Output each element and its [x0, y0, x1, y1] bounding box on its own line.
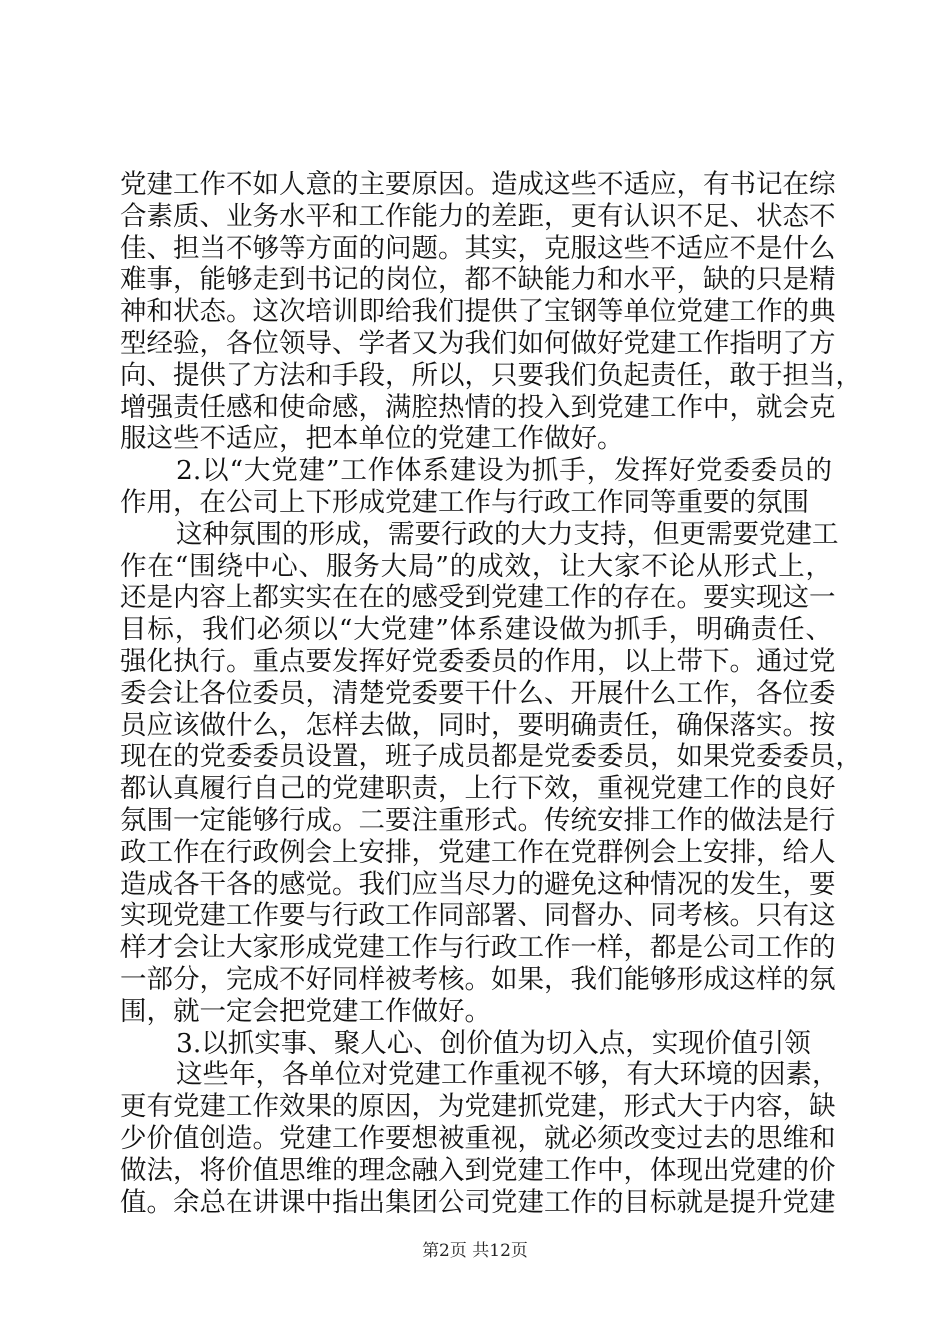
- text-line: 政工作在行政例会上安排，党建工作在党群例会上安排，给人: [120, 837, 836, 868]
- text-line: 氛围一定能够行成。二要注重形式。传统安排工作的做法是行: [120, 805, 836, 836]
- section-heading-2: 2.以“大党建”工作体系建设为抓手，发挥好党委委员的: [176, 455, 832, 486]
- section-heading-3: 3.以抓实事、聚人心、创价值为切入点，实现价值引领: [176, 1028, 811, 1059]
- page-footer: 第2页 共12页: [422, 1241, 528, 1261]
- text-line: 这种氛围的形成，需要行政的大力支持，但更需要党建工: [176, 519, 839, 550]
- text-line: 样才会让大家形成党建工作与行政工作一样，都是公司工作的: [120, 932, 836, 963]
- text-line: 造成各干各的感觉。我们应当尽力的避免这种情况的发生，要: [120, 869, 836, 900]
- text-line: 服这些不适应，把本单位的党建工作做好。: [120, 423, 624, 454]
- text-line: 党建工作不如人意的主要原因。造成这些不适应，有书记在综: [120, 169, 836, 200]
- text-line: 更有党建工作效果的原因，为党建抓党建，形式大于内容，缺: [120, 1091, 836, 1122]
- text-line: 佳、担当不够等方面的问题。其实，克服这些不适应不是什么: [120, 233, 836, 264]
- text-line: 委会让各位委员，清楚党委要干什么、开展什么工作，各位委: [120, 678, 836, 709]
- text-line: 增强责任感和使命感，满腔热情的投入到党建工作中，就会克: [120, 392, 836, 423]
- text-line: 目标，我们必须以“大党建”体系建设做为抓手，明确责任、: [120, 614, 832, 645]
- text-line: 少价值创造。党建工作要想被重视，就必须改变过去的思维和: [120, 1123, 836, 1154]
- text-line: 神和状态。这次培训即给我们提供了宝钢等单位党建工作的典: [120, 296, 836, 327]
- text-line: 做法，将价值思维的理念融入到党建工作中，体现出党建的价: [120, 1155, 836, 1186]
- text-line: 实现党建工作要与行政工作同部署、同督办、同考核。只有这: [120, 900, 836, 931]
- text-line: 向、提供了方法和手段，所以，只要我们负起责任，敢于担当，: [120, 360, 862, 391]
- section-heading-2-cont: 作用，在公司上下形成党建工作与行政工作同等重要的氛围: [120, 487, 809, 518]
- text-line: 现在的党委委员设置，班子成员都是党委委员，如果党委委员，: [120, 741, 862, 772]
- text-line: 围，就一定会把党建工作做好。: [120, 996, 491, 1027]
- text-line: 难事，能够走到书记的岗位，都不缺能力和水平，缺的只是精: [120, 264, 836, 295]
- text-line: 值。余总在讲课中指出集团公司党建工作的目标就是提升党建: [120, 1187, 836, 1218]
- text-line: 强化执行。重点要发挥好党委委员的作用，以上带下。通过党: [120, 646, 836, 677]
- text-line: 这些年，各单位对党建工作重视不够，有大环境的因素，: [176, 1059, 839, 1090]
- text-line: 作在“围绕中心、服务大局”的成效，让大家不论从形式上，: [120, 551, 832, 582]
- text-line: 合素质、业务水平和工作能力的差距，更有认识不足、状态不: [120, 201, 836, 232]
- text-line: 员应该做什么，怎样去做，同时，要明确责任，确保落实。按: [120, 710, 836, 741]
- text-line: 还是内容上都实实在在的感受到党建工作的存在。要实现这一: [120, 582, 836, 613]
- text-line: 型经验，各位领导、学者又为我们如何做好党建工作指明了方: [120, 328, 836, 359]
- text-line: 都认真履行自己的党建职责，上行下效，重视党建工作的良好: [120, 773, 836, 804]
- text-line: 一部分，完成不好同样被考核。如果，我们能够形成这样的氛: [120, 964, 836, 995]
